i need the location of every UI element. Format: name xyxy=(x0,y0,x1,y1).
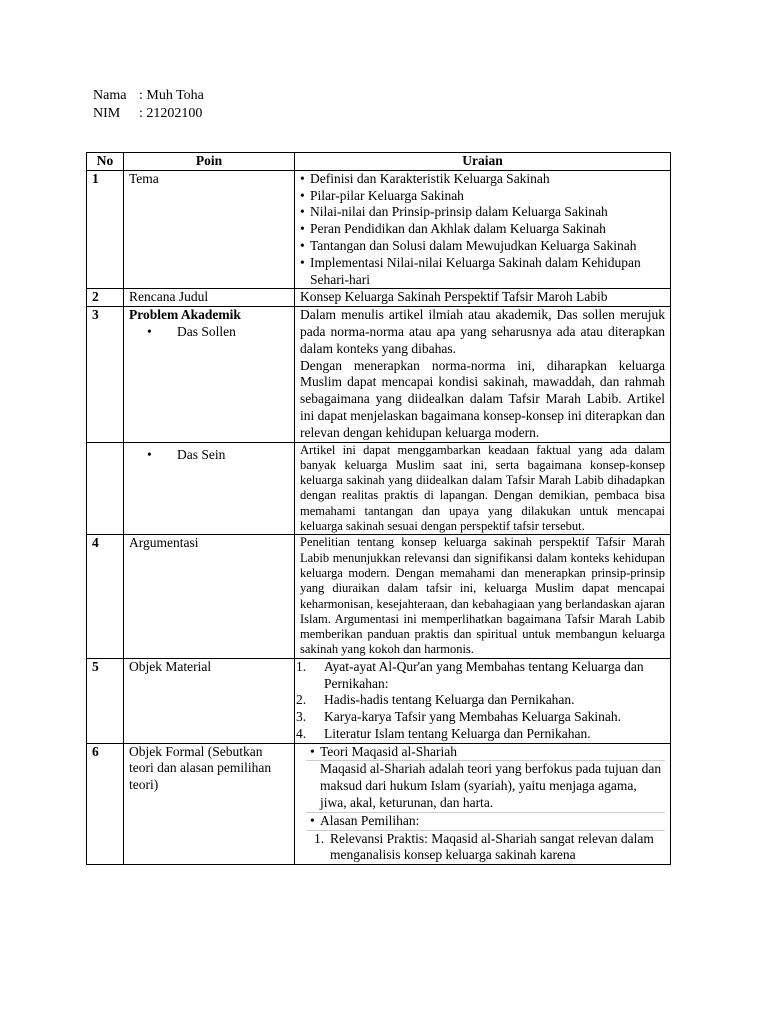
item-number: 1. xyxy=(314,830,325,846)
theory-heading: • Teori Maqasid al-Shariah xyxy=(306,744,665,761)
reason-item xyxy=(300,831,665,865)
row-number: 1 xyxy=(87,170,124,289)
nim-row xyxy=(93,105,204,123)
header-poin: Poin xyxy=(124,153,295,171)
item-number: 1. xyxy=(296,658,307,674)
nim-value: : 21202100 xyxy=(139,106,203,121)
item-number: 2. xyxy=(296,692,307,708)
item-text: Relevansi Praktis: Maqasid al-Shariah sangat relevan dalam menganalisis konsep keluarga sakinah karena xyxy=(330,830,654,863)
das-sein-label: Das Sein xyxy=(177,446,226,462)
nim-label: NIM xyxy=(93,106,121,121)
name-row xyxy=(93,87,204,105)
row-uraian: Konsep Keluarga Sakinah Perspektif Tafsir Maroh Labib xyxy=(295,289,671,307)
theory-description-block xyxy=(306,761,665,812)
row-uraian xyxy=(295,307,671,442)
list-item: • Pilar-pilar Keluarga Sakinah xyxy=(300,188,665,205)
row-poin xyxy=(124,442,295,535)
header-uraian: Uraian xyxy=(295,153,671,171)
objek-material-list xyxy=(296,658,665,743)
row-poin: Argumentasi xyxy=(124,535,295,658)
das-sollen-label: Das Sollen xyxy=(177,323,236,339)
list-item xyxy=(296,692,665,709)
table-row-tema xyxy=(87,170,671,289)
header-no: No xyxy=(87,153,124,171)
item-text: Karya-karya Tafsir yang Membahas Keluarga Sakinah. xyxy=(324,709,621,725)
list-item xyxy=(296,709,665,726)
list-item: • Definisi dan Karakteristik Keluarga Sakinah xyxy=(300,171,665,188)
reason-heading: • Alasan Pemilihan: xyxy=(306,813,665,830)
row-number xyxy=(87,442,124,535)
row-number: 3 xyxy=(87,307,124,442)
row-uraian: Artikel ini dapat menggambarkan keadaan faktual yang ada dalam banyak keluarga Muslim saat ini, serta bagaimana konsep-konsep keluarga sakinah yang diidealkan dalam Tafsir Marah Labib dihadapkan dengan realitas praktis di lapangan. Dengan demikian, pembaca bisa memahami tantangan dan upaya yang dilakukan untuk mencapai keluarga sakinah sesuai dengan perspektif tafsir tersebut. xyxy=(295,442,671,535)
theory-block xyxy=(306,744,665,762)
das-sollen-paragraph-1: Dalam menulis artikel ilmiah atau akademik, Das sollen merujuk pada norma-norma atau apa yang seharusnya ada atau diterapkan dalam konteks yang dibahas. xyxy=(300,307,665,356)
name-value: : Muh Toha xyxy=(139,88,204,103)
item-number: 4. xyxy=(296,725,307,741)
bullet-icon: • xyxy=(147,323,152,339)
student-identity xyxy=(93,87,204,123)
table-row-argumentasi xyxy=(87,535,671,658)
problem-akademik-label: Problem Akademik xyxy=(129,307,241,323)
item-text: Hadis-hadis tentang Keluarga dan Pernikahan. xyxy=(324,692,575,708)
table-row-problem-akademik xyxy=(87,307,671,442)
row-poin: Tema xyxy=(124,170,295,289)
tema-list xyxy=(300,171,665,289)
das-sollen-item xyxy=(129,324,289,341)
table-row-objek-material xyxy=(87,658,671,743)
table-row-judul xyxy=(87,289,671,307)
das-sein-item xyxy=(129,443,289,464)
table-header-row xyxy=(87,153,671,171)
row-poin xyxy=(124,307,295,442)
row-number: 5 xyxy=(87,658,124,743)
list-item: • Tantangan dan Solusi dalam Mewujudkan Keluarga Sakinah xyxy=(300,238,665,255)
row-uraian xyxy=(295,170,671,289)
table-row-das-sein xyxy=(87,442,671,535)
row-poin: Objek Material xyxy=(124,658,295,743)
list-item: • Peran Pendidikan dan Akhlak dalam Keluarga Sakinah xyxy=(300,221,665,238)
table-row-objek-formal xyxy=(87,743,671,865)
row-number: 4 xyxy=(87,535,124,658)
row-poin: Objek Formal (Sebutkan teori dan alasan pemilihan teori) xyxy=(124,743,295,865)
row-poin: Rencana Judul xyxy=(124,289,295,307)
item-text: Literatur Islam tentang Keluarga dan Pernikahan. xyxy=(324,725,591,741)
name-label: Nama xyxy=(93,88,127,103)
reason-block xyxy=(306,813,665,831)
das-sollen-paragraph-2: Dengan menerapkan norma-norma ini, diharapkan keluarga Muslim dapat mencapai kondisi sakinah, mawaddah, dan rahmah sebagaimana yang diidealkan dalam Tafsir Marah Labib. Artikel ini dapat menjelaskan bagaimana konsep-konsep ini diterapkan dan relevan dengan kehidupan keluarga modern. xyxy=(300,357,665,440)
row-uraian: Penelitian tentang konsep keluarga sakinah perspektif Tafsir Marah Labib menunjukkan relevansi dan signifikansi dalam konteks kehidupan keluarga modern. Dengan memahami dan menerapkan prinsip-prinsip yang diuraikan dalam tafsir ini, keluarga Muslim dapat mencapai keharmonisan, kesejahteraan, dan kebahagiaan yang berlandaskan ajaran Islam. Argumentasi ini memperlihatkan bagaimana Tafsir Marah Labib memberikan panduan praktis dan spiritual untuk membangun keluarga sakinah yang kokoh dan harmonis. xyxy=(295,535,671,658)
bullet-icon: • xyxy=(147,446,152,462)
row-uraian xyxy=(295,658,671,743)
item-number: 3. xyxy=(296,709,307,725)
list-item xyxy=(296,658,665,693)
item-text: Ayat-ayat Al-Qur'an yang Membahas tentang Keluarga dan Pernikahan: xyxy=(324,658,644,691)
list-item: • Implementasi Nilai-nilai Keluarga Sakinah dalam Kehidupan Sehari-hari xyxy=(300,255,665,289)
list-item: • Nilai-nilai dan Prinsip-prinsip dalam Keluarga Sakinah xyxy=(300,204,665,221)
row-number: 2 xyxy=(87,289,124,307)
row-uraian xyxy=(295,743,671,865)
theory-description: Maqasid al-Shariah adalah teori yang berfokus pada tujuan dan maksud dari hukum Islam (syariah), yaitu menjaga agama, jiwa, akal, keturunan, dan harta. xyxy=(320,761,662,811)
list-item xyxy=(296,725,665,743)
row-number: 6 xyxy=(87,743,124,865)
proposal-table xyxy=(86,152,671,865)
